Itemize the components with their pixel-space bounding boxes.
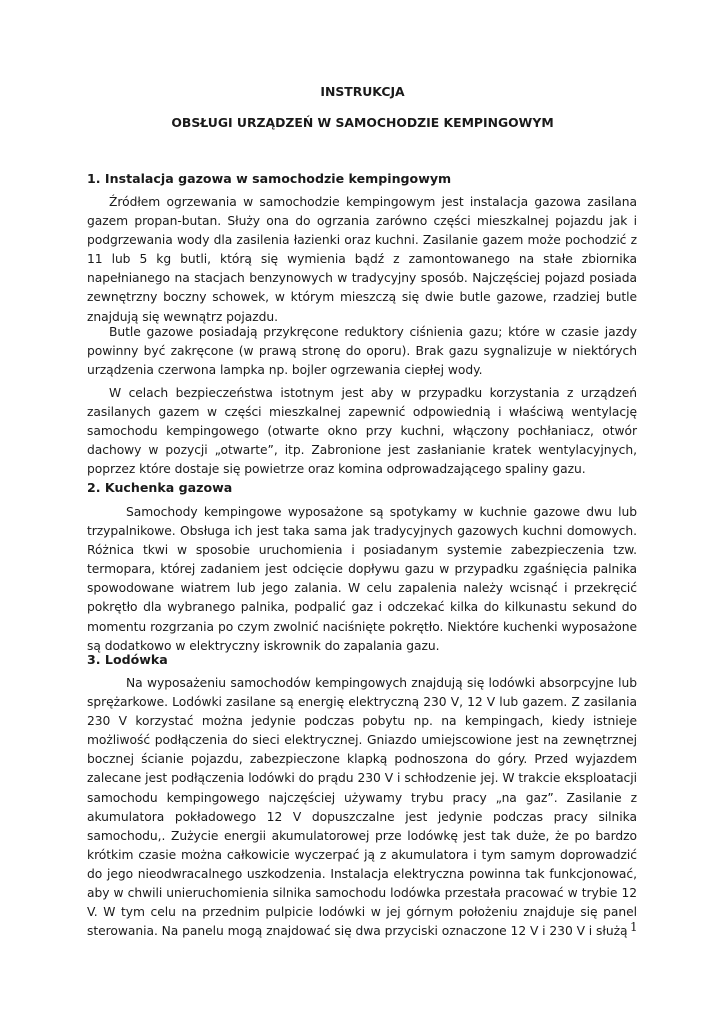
section-heading-gas-installation: 1. Instalacja gazowa w samochodzie kempingowym [87, 171, 452, 186]
document-title: INSTRUKCJA [320, 84, 405, 99]
paragraph: W celach bezpieczeństwa istotnym jest aby w przypadku korzystania z urządzeń zasilanych gazem w części mieszkalnej zapewnić odpowiednią i właściwą wentylację samochodu kempingowego (otwarte okno przy kuchni, włączony pochłaniacz, otwór dachowy w pozycji „otwarte”, itp. Zabronione jest zasłanianie kratek wentylacyjnych, poprzez które dostaje się powietrze oraz komina odprowadzającego spaliny gazu. [87, 386, 637, 477]
paragraph: Butle gazowe posiadają przykręcone reduktory ciśnienia gazu; które w czasie jazdy powinny być zakręcone (w prawą stronę do oporu). Brak gazu sygnalizuje w niektórych urządzenia czerwona lampka np. bojler ogrzewania ciepłej wody. [87, 325, 637, 378]
document-subtitle: OBSŁUGI URZĄDZEŃ W SAMOCHODZIE KEMPINGOWYM [171, 115, 554, 130]
page-number: 1 [630, 920, 638, 934]
paragraph: Na wyposażeniu samochodów kempingowych znajdują się lodówki absorpcyjne lub sprężarkowe. Lodówki zasilane są energię elektryczną 230 V, 12 V lub gazem. Z zasilania 230 V korzystać można jedynie podczas pobytu np. na kempingach, kiedy istnieje możliwość podłączenia do sieci elektrycznej. Gniazdo umiejscowione jest na zewnętrznej bocznej ścianie pojazdu, zabezpieczone klapką podnoszona do góry. Przed wyjazdem zalecane jest podłączenia lodówki do prądu 230 V i schłodzenie jej. W trakcie eksploatacji samochodu kempingowego najczęściej używamy trybu pracy „na gaz”. Zasilanie z akumulatora pokładowego 12 V dopuszczalne jest jedynie podczas pracy silnika samochodu,. Zużycie energii akumulatorowej prze lodówkę jest tak duże, że po bardzo krótkim czasie można całkowicie wyczerpać ją z akumulatora i tym samym doprowadzić do jego nieodwracalnego uszkodzenia. Instalacja elektryczna powinna tak funkcjonować, aby w chwili unieruchomienia silnika samochodu lodówka przestała pracować w trybie 12 V. W tym celu na przednim pulpicie lodówki w jej górnym położeniu znajduje się panel sterowania. Na panelu mogą znajdować się dwa przyciski oznaczone 12 V i 230 V i służą [87, 676, 637, 939]
section-heading-fridge: 3. Lodówka [87, 652, 168, 667]
section-heading-gas-stove: 2. Kuchenka gazowa [87, 480, 233, 495]
paragraph: Źródłem ogrzewania w samochodzie kempingowym jest instalacja gazowa zasilana gazem propan-butan. Służy ona do ogrzania zarówno części mieszkalnej pojazdu jak i podgrzewania wody dla zasilenia łazienki oraz kuchni. Zasilanie gazem może pochodzić z 11 lub 5 kg butli, którą się wymienia bądź z zamontowanego na stałe zbiornika napełnianego na stacjach benzynowych w tradycyjny sposób. Najczęściej pojazd posiada zewnętrzny boczny schowek, w którym mieszczą się dwie butle gazowe, rzadziej butle znajdują się wewnątrz pojazdu. [87, 195, 637, 324]
paragraph: Samochody kempingowe wyposażone są spotykamy w kuchnie gazowe dwu lub trzypalnikowe. Obsługa ich jest taka sama jak tradycyjnych gazowych kuchni domowych. Różnica tkwi w sposobie uruchomienia i posiadanym systemie zabezpieczenia tzw. termopara, której zadaniem jest odcięcie dopływu gazu w przypadku zgaśnięcia palnika spowodowane wiatrem lub jego zalania. W celu zapalenia należy wcisnąć i przekręcić pokrętło dla wybranego palnika, podpalić gaz i odczekać kilka do kilkunastu sekund do momentu rozgrzania po czym zwolnić naciśnięte pokrętło. Niektóre kuchenki wyposażone są dodatkowo w elektryczny iskrownik do zapalania gazu. [87, 505, 637, 653]
